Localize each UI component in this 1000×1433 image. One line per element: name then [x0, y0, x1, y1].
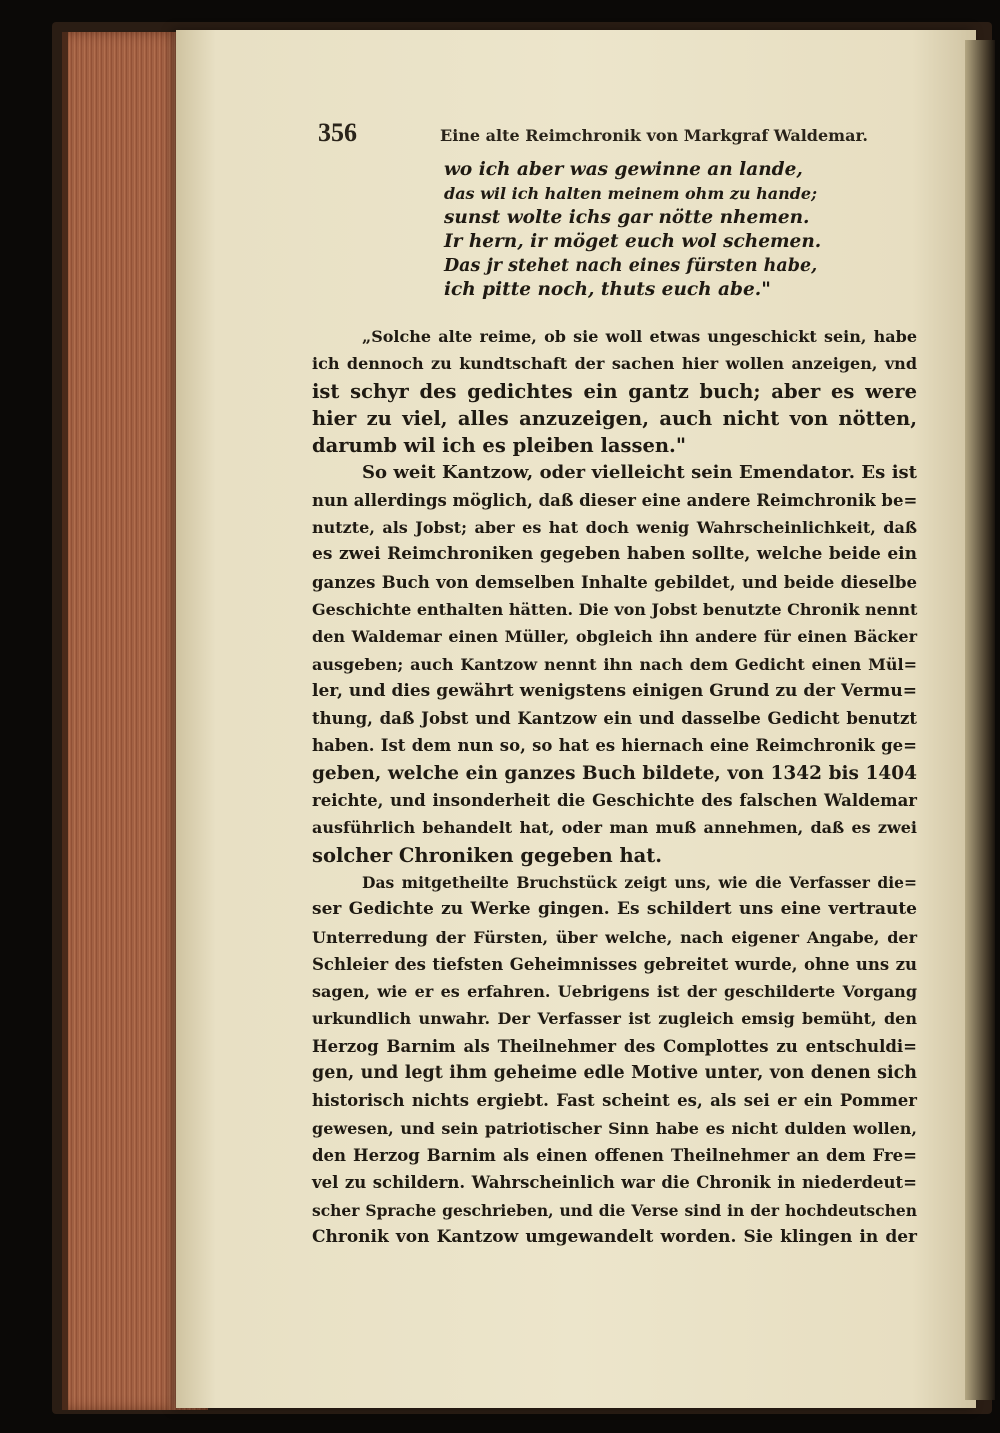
text-line: hier zu viel, alles anzuzeigen, auch nicht von nötten, [312, 406, 917, 430]
text-line: den Herzog Barnim als einen offenen Theilnehmer an dem Fre= [312, 1145, 917, 1165]
text-line: ich dennoch zu kundtschaft der sachen hier wollen anzeigen, vnd [312, 354, 917, 374]
text-line: ganzes Buch von demselben Inhalte gebildet, und beide dieselbe [312, 572, 917, 592]
text-line: haben. Ist dem nun so, so hat es hiernach eine Reimchronik ge= [312, 736, 917, 756]
text-line: es zwei Reimchroniken gegeben haben sollte, welche beide ein [312, 544, 917, 565]
text-line: scher Sprache geschrieben, und die Verse sind in der hochdeutschen [312, 1200, 917, 1220]
page-header [318, 118, 868, 152]
text-line: darumb wil ich es pleiben lassen." [312, 434, 686, 458]
text-line: den Waldemar einen Müller, obgleich ihn andere für einen Bäcker [312, 627, 917, 647]
text-line: Das mitgetheilte Bruchstück zeigt uns, wie die Verfasser die= [362, 872, 917, 892]
body-text [312, 323, 917, 1251]
text-line: Herzog Barnim als Theilnehmer des Complottes zu entschuldi= [312, 1036, 917, 1056]
text-line: nun allerdings möglich, daß dieser eine andere Reimchronik be= [312, 490, 918, 510]
text-line: Chronik von Kantzow umgewandelt worden. Sie klingen in der [312, 1226, 917, 1247]
text-line: sagen, wie er es erfahren. Uebrigens ist der geschilderte Vorgang [312, 982, 917, 1002]
text-line: „Solche alte reime, ob sie woll etwas ungeschickt sein, habe [362, 327, 917, 346]
text-line: Geschichte enthalten hätten. Die von Jobst benutzte Chronik nennt [312, 599, 918, 619]
text-line: reichte, und insonderheit die Geschichte des falschen Waldemar [312, 791, 917, 811]
verse-line: wo ich aber was gewinne an lande, [444, 159, 803, 180]
verse-block [444, 158, 824, 302]
text-line: ser Gedichte zu Werke gingen. Es schildert uns eine vertraute [312, 899, 917, 920]
text-line: geben, welche ein ganzes Buch bildete, von 1342 bis 1404 [312, 762, 917, 784]
verse-line: ich pitte noch, thuts euch abe." [444, 279, 771, 300]
text-line: ausgeben; auch Kantzow nennt ihn nach dem Gedicht einen Mül= [312, 654, 917, 674]
text-line: nutzte, als Jobst; aber es hat doch wenig Wahrscheinlichkeit, daß [312, 518, 917, 538]
text-line: So weit Kantzow, oder vielleicht sein Emendator. Es ist [362, 462, 917, 484]
verse-line: Ir hern, ir möget euch wol schemen. [444, 231, 822, 252]
text-line: solcher Chroniken gegeben hat. [312, 843, 663, 867]
text-line: ausführlich behandelt hat, oder man muß annehmen, daß es zwei [312, 818, 917, 838]
page-number: 356 [318, 118, 357, 147]
text-line: gen, und legt ihm geheime edle Motive unter, von denen sich [312, 1063, 917, 1084]
verse-line: Das jr stehet nach eines fürsten habe, [444, 256, 818, 276]
text-line: ler, und dies gewährt wenigstens einigen Grund zu der Vermu= [312, 680, 917, 701]
text-line: ist schyr des gedichtes ein gantz buch; aber es were [312, 379, 917, 403]
text-line: gewesen, und sein patriotischer Sinn habe es nicht dulden wollen, [312, 1118, 917, 1138]
verse-line: sunst wolte ichs gar nötte nhemen. [444, 207, 810, 228]
text-line: Unterredung der Fürsten, über welche, nach eigener Angabe, der [312, 927, 917, 947]
text-line: thung, daß Jobst und Kantzow ein und dasselbe Gedicht benutzt [312, 709, 917, 729]
text-line: vel zu schildern. Wahrscheinlich war die Chronik in niederdeut= [312, 1173, 917, 1193]
book-right-edge [965, 40, 995, 1400]
running-title: Eine alte Reimchronik von Markgraf Waldemar. [440, 126, 868, 145]
text-line: urkundlich unwahr. Der Verfasser ist zugleich emsig bemüht, den [312, 1009, 917, 1029]
text-line: Schleier des tiefsten Geheimnisses gebreitet wurde, ohne uns zu [312, 954, 917, 974]
text-line: historisch nichts ergiebt. Fast scheint es, als sei er ein Pommer [312, 1091, 917, 1111]
verse-line: das wil ich halten meinem ohm zu hande; [444, 184, 818, 203]
